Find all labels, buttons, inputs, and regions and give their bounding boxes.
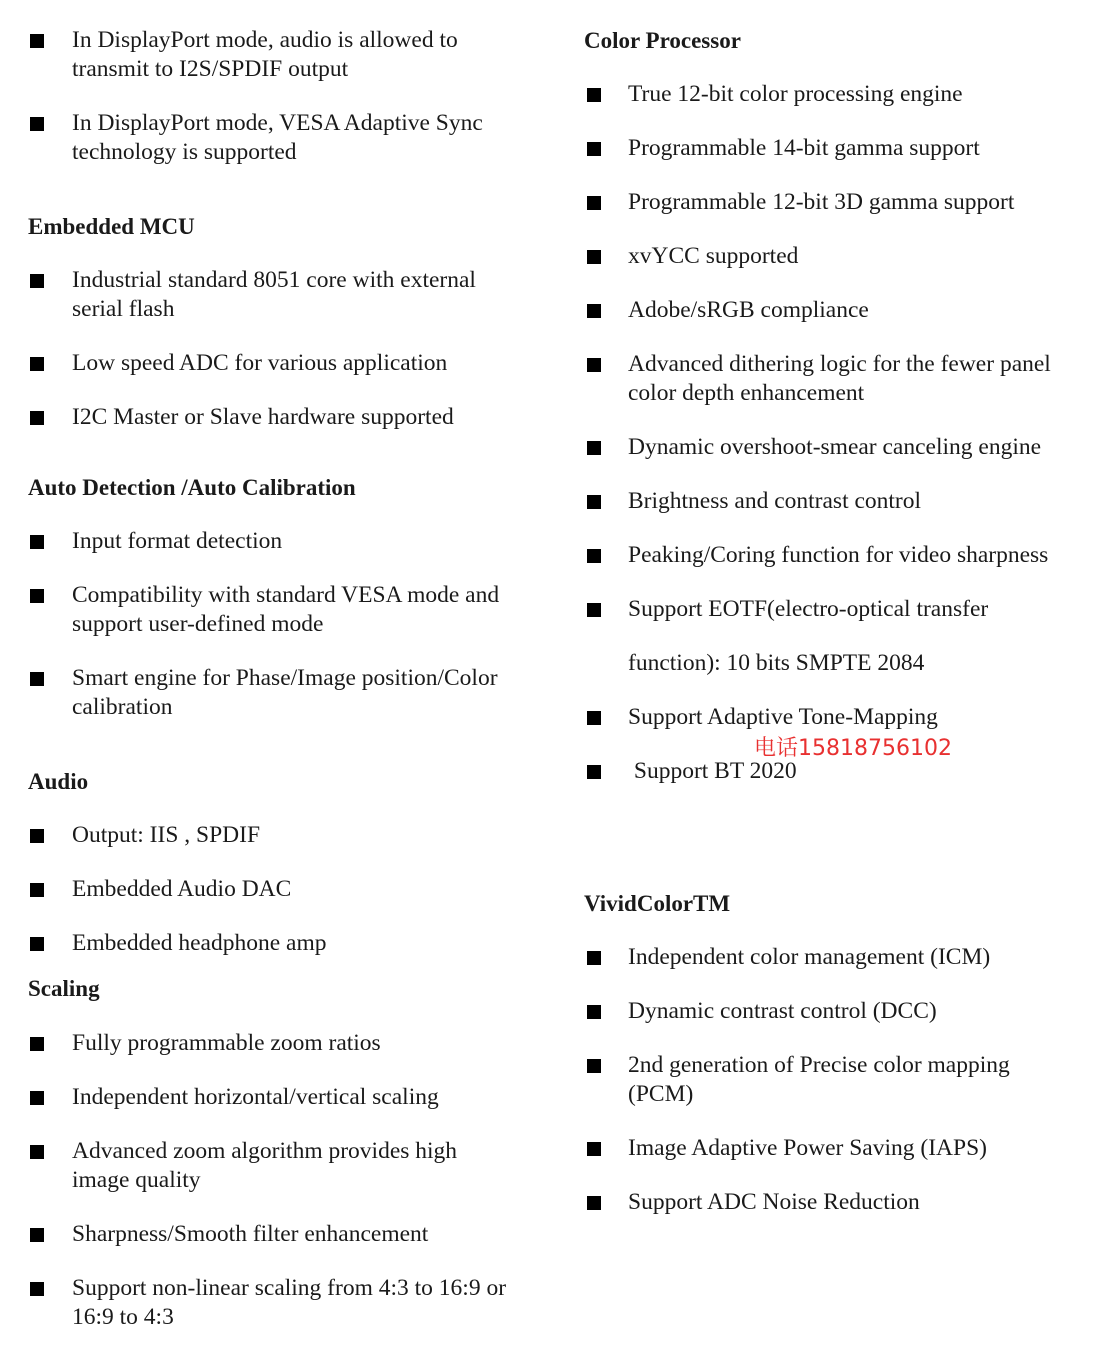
square-bullet-icon xyxy=(30,1145,44,1159)
item-text-line: Embedded Audio DAC xyxy=(72,876,292,902)
item-text-line: Support non-linear scaling from 4:3 to 16:9 or xyxy=(72,1275,507,1301)
item-text-line: Support Adaptive Tone-Mapping xyxy=(628,704,938,730)
square-bullet-icon xyxy=(30,1091,44,1105)
item-text-line: Fully programmable zoom ratios xyxy=(72,1030,381,1056)
item-text-line: serial flash xyxy=(72,296,175,322)
square-bullet-icon xyxy=(30,672,44,686)
item-text-line: Dynamic overshoot-smear canceling engine xyxy=(628,434,1042,460)
item-text-line: Image Adaptive Power Saving (IAPS) xyxy=(628,1135,987,1161)
section-heading-color-processor: Color Processor xyxy=(584,28,741,53)
square-bullet-icon xyxy=(30,937,44,951)
section-heading-auto-detection: Auto Detection /Auto Calibration xyxy=(28,475,356,500)
item-text-line: calibration xyxy=(72,694,173,720)
item-text-line: In DisplayPort mode, VESA Adaptive Sync xyxy=(72,110,483,136)
section-heading-audio: Audio xyxy=(28,769,89,794)
item-text-line: (PCM) xyxy=(628,1081,694,1107)
item-text-line: 16:9 to 4:3 xyxy=(72,1304,174,1330)
square-bullet-icon xyxy=(30,829,44,843)
square-bullet-icon xyxy=(587,441,601,455)
item-text-line: Compatibility with standard VESA mode and xyxy=(72,582,500,608)
section-heading-vividcolor: VividColorTM xyxy=(584,891,731,916)
square-bullet-icon xyxy=(30,883,44,897)
square-bullet-icon xyxy=(30,34,44,48)
item-text-line: color depth enhancement xyxy=(628,380,865,406)
square-bullet-icon xyxy=(587,495,601,509)
phone-number-overlay: 电话15818756102 xyxy=(754,736,952,761)
square-bullet-icon xyxy=(587,1059,601,1073)
item-text-line: image quality xyxy=(72,1167,201,1193)
square-bullet-icon xyxy=(30,535,44,549)
item-text-line: Independent color management (ICM) xyxy=(628,944,991,970)
item-text-line: Programmable 14-bit gamma support xyxy=(628,135,980,161)
item-text-line: Brightness and contrast control xyxy=(628,488,922,514)
item-text-line: Support BT 2020 xyxy=(628,758,797,784)
item-text-line: Smart engine for Phase/Image position/Color xyxy=(72,665,498,691)
square-bullet-icon xyxy=(587,358,601,372)
section-heading-scaling: Scaling xyxy=(28,976,100,1001)
item-text-line: In DisplayPort mode, audio is allowed to xyxy=(72,27,458,53)
section-heading-embedded-mcu: Embedded MCU xyxy=(28,214,195,239)
item-text-line: Output: IIS , SPDIF xyxy=(72,822,261,848)
square-bullet-icon xyxy=(30,1037,44,1051)
item-text-line: transmit to I2S/SPDIF output xyxy=(72,56,349,82)
item-text-line: Input format detection xyxy=(72,528,283,554)
square-bullet-icon xyxy=(587,88,601,102)
item-text-line: function): 10 bits SMPTE 2084 xyxy=(628,650,925,676)
square-bullet-icon xyxy=(587,1005,601,1019)
square-bullet-icon xyxy=(587,1196,601,1210)
item-text-line: True 12-bit color processing engine xyxy=(628,81,963,107)
square-bullet-icon xyxy=(30,357,44,371)
square-bullet-icon xyxy=(587,549,601,563)
item-text-line: Advanced zoom algorithm provides high xyxy=(72,1138,458,1164)
item-text-line: technology is supported xyxy=(72,139,297,165)
item-text-line: I2C Master or Slave hardware supported xyxy=(72,404,454,430)
item-text-line: support user-defined mode xyxy=(72,611,324,637)
square-bullet-icon xyxy=(30,411,44,425)
item-text-line: Peaking/Coring function for video sharpness xyxy=(628,542,1049,568)
square-bullet-icon xyxy=(30,589,44,603)
item-text-line: Sharpness/Smooth filter enhancement xyxy=(72,1221,429,1247)
item-text-line: Embedded headphone amp xyxy=(72,930,327,956)
square-bullet-icon xyxy=(587,951,601,965)
item-text-line: xvYCC supported xyxy=(628,243,799,269)
square-bullet-icon xyxy=(587,711,601,725)
square-bullet-icon xyxy=(587,304,601,318)
item-text-line: Support ADC Noise Reduction xyxy=(628,1189,920,1215)
item-text-line: Programmable 12-bit 3D gamma support xyxy=(628,189,1015,215)
item-text-line: Adobe/sRGB compliance xyxy=(628,297,869,323)
item-text-line: Low speed ADC for various application xyxy=(72,350,448,376)
item-text-line: Independent horizontal/vertical scaling xyxy=(72,1084,439,1110)
square-bullet-icon xyxy=(587,250,601,264)
square-bullet-icon xyxy=(587,1142,601,1156)
item-text-line: Industrial standard 8051 core with external xyxy=(72,267,476,293)
square-bullet-icon xyxy=(587,603,601,617)
item-text-line: Dynamic contrast control (DCC) xyxy=(628,998,937,1024)
square-bullet-icon xyxy=(30,117,44,131)
item-text-line: Support EOTF(electro-optical transfer xyxy=(628,596,989,622)
square-bullet-icon xyxy=(587,765,601,779)
square-bullet-icon xyxy=(587,142,601,156)
square-bullet-icon xyxy=(587,196,601,210)
item-text-line: Advanced dithering logic for the fewer panel xyxy=(628,351,1051,377)
square-bullet-icon xyxy=(30,274,44,288)
square-bullet-icon xyxy=(30,1282,44,1296)
item-text-line: 2nd generation of Precise color mapping xyxy=(628,1052,1010,1078)
square-bullet-icon xyxy=(30,1228,44,1242)
